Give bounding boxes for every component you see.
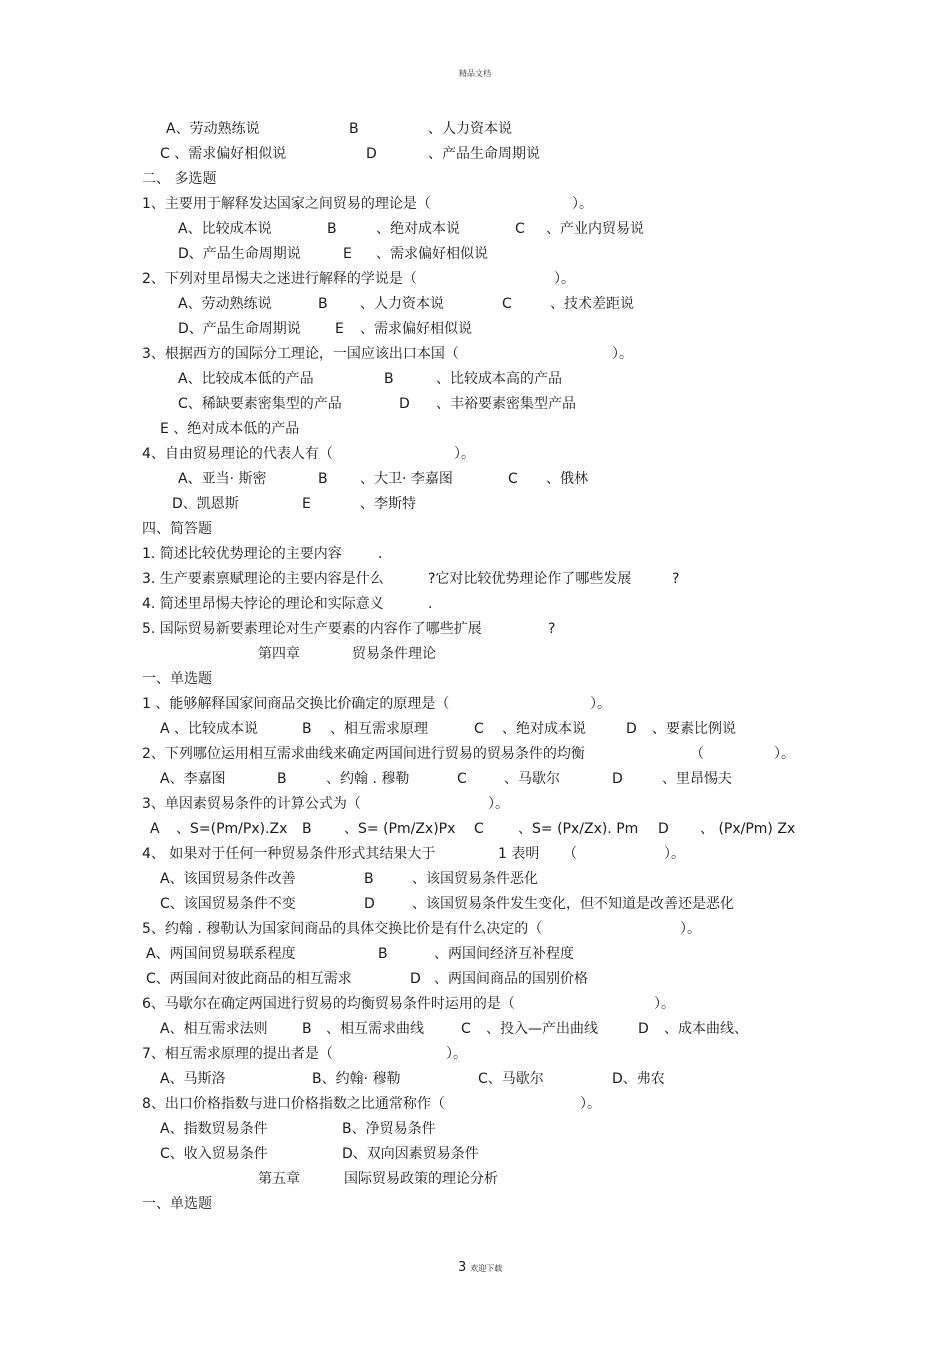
text-segment: 、需求偏好相似说 (376, 246, 488, 262)
text-segment: A、比较成本说 (178, 221, 272, 237)
text-segment: 、人力资本说 (360, 296, 444, 312)
text-segment: 一、单选题 (142, 1196, 212, 1212)
text-segment: E (302, 496, 311, 512)
text-segment: D (366, 146, 377, 162)
text-segment: A、马斯洛 (160, 1071, 226, 1087)
text-segment: A、比较成本低的产品 (178, 371, 314, 387)
footer-label: 欢迎下载 (470, 1264, 503, 1273)
text-segment: B、净贸易条件 (342, 1121, 436, 1137)
text-segment: 、该国贸易条件恶化 (412, 871, 538, 887)
page-number: 3 (458, 1260, 467, 1275)
text-segment: B (277, 771, 287, 787)
text-segment: A、指数贸易条件 (160, 1121, 268, 1137)
text-segment: 4. 简述里昂惕夫悖论的理论和实际意义 (142, 596, 384, 612)
text-segment: ）。 (488, 796, 509, 812)
text-segment: D (364, 896, 375, 912)
text-segment: 、绝对成本说 (376, 221, 460, 237)
text-segment: 、S=(Pm/Px).Zx (176, 821, 288, 837)
text-segment: 4、 如果对于任何一种贸易条件形式其结果大于 (142, 846, 436, 862)
text-segment: D、产品生命周期说 (178, 246, 301, 262)
text-segment: C、马歇尔 (478, 1071, 544, 1087)
text-segment: 、需求偏好相似说 (360, 321, 472, 337)
text-segment: 第四章 (258, 646, 300, 662)
text-segment: 2、下列对里昂惕夫之迷进行解释的学说是（ (142, 271, 417, 287)
text-segment: A、两国间贸易联系程度 (146, 946, 296, 962)
text-segment: 、相互需求原理 (330, 721, 428, 737)
text-segment: B (384, 371, 394, 387)
text-segment: ）。 (590, 696, 611, 712)
text-segment: 、约翰 . 穆勒 (326, 771, 410, 787)
text-segment: C (457, 771, 467, 787)
text-segment: B (364, 871, 374, 887)
text-segment: C (461, 1021, 471, 1037)
text-segment: ?它对比较优势理论作了哪些发展 (428, 571, 632, 587)
text-segment: ? (672, 571, 680, 587)
text-segment: 一、单选题 (142, 671, 212, 687)
text-segment: C、该国贸易条件不变 (160, 896, 296, 912)
text-segment: 、人力资本说 (428, 121, 512, 137)
text-segment: D (658, 821, 669, 837)
text-segment: A、相互需求法则 (160, 1021, 268, 1037)
text-segment: B、约翰· 穆勒 (312, 1071, 401, 1087)
text-segment: 4、自由贸易理论的代表人有（ (142, 446, 333, 462)
text-segment: D (612, 771, 623, 787)
text-segment: ）。 (446, 1046, 467, 1062)
text-segment: 贸易条件理论 (352, 646, 436, 662)
text-segment: C (515, 221, 525, 237)
text-segment: ）。 (572, 196, 593, 212)
text-segment: 、两国间经济互补程度 (434, 946, 574, 962)
text-segment: B (302, 1021, 312, 1037)
text-segment: B (318, 296, 328, 312)
page-footer (458, 1260, 502, 1275)
text-segment: A、劳动熟练说 (166, 121, 260, 137)
text-segment: A、李嘉图 (160, 771, 226, 787)
text-segment: ）。 (612, 346, 633, 362)
text-segment: 、俄林 (546, 471, 588, 487)
text-segment: 、李斯特 (360, 496, 416, 512)
text-segment: D、双向因素贸易条件 (342, 1146, 479, 1162)
text-segment: 1、主要用于解释发达国家之间贸易的理论是（ (142, 196, 431, 212)
text-segment: 3. 生产要素禀赋理论的主要内容是什么 (142, 571, 384, 587)
text-segment: D (410, 971, 421, 987)
text-segment: 、丰裕要素密集型产品 (436, 396, 576, 412)
text-segment: 、投入—产出曲线 (486, 1021, 598, 1037)
text-segment: C (474, 721, 484, 737)
text-segment: B (302, 821, 312, 837)
text-segment: A (150, 821, 160, 837)
text-segment: （ (563, 846, 577, 862)
text-segment: B (318, 471, 328, 487)
text-segment: E (343, 246, 352, 262)
text-segment: 3、根据西方的国际分工理论，一国应该出口本国（ (142, 346, 459, 362)
text-segment: ）。 (580, 1096, 601, 1112)
text-segment: D、弗农 (612, 1071, 665, 1087)
text-segment: 、相互需求曲线 (326, 1021, 424, 1037)
text-segment: 8、出口价格指数与进口价格指数之比通常称作（ (142, 1096, 445, 1112)
text-segment: ）。 (554, 271, 575, 287)
text-segment: 1 、能够解释国家间商品交换比价确定的原理是（ (142, 696, 450, 712)
text-segment: 7、相互需求原理的提出者是（ (142, 1046, 333, 1062)
text-segment: C (508, 471, 518, 487)
text-segment: C、稀缺要素密集型的产品 (178, 396, 342, 412)
text-segment: 、两国间商品的国别价格 (434, 971, 588, 987)
text-segment: B (378, 946, 388, 962)
text-segment: 、大卫· 李嘉图 (360, 471, 453, 487)
text-segment: ）。 (454, 446, 475, 462)
text-segment: 、S= (Pm/Zx)Px (344, 821, 456, 837)
text-segment: . (428, 596, 433, 612)
text-segment: 2、下列哪位运用相互需求曲线来确定两国间进行贸易的贸易条件的均衡 (142, 746, 585, 762)
text-segment: B (349, 121, 359, 137)
text-segment: 5. 国际贸易新要素理论对生产要素的内容作了哪些扩展 (142, 621, 482, 637)
text-segment: 、马歇尔 (504, 771, 560, 787)
text-segment: 、该国贸易条件发生变化，但不知道是改善还是恶化 (412, 896, 734, 912)
text-segment: 、产业内贸易说 (546, 221, 644, 237)
text-segment: 1 表明 (498, 846, 540, 862)
text-segment: 、成本曲线、 (664, 1021, 748, 1037)
text-segment: ）。 (654, 996, 675, 1012)
text-segment: E 、绝对成本低的产品 (160, 421, 300, 437)
text-segment: 、比较成本高的产品 (436, 371, 562, 387)
text-segment: E (335, 321, 344, 337)
text-segment: C、收入贸易条件 (160, 1146, 268, 1162)
text-segment: 5、约翰 . 穆勒认为国家间商品的具体交换比价是有什么决定的（ (142, 921, 543, 937)
text-segment: 、S= (Px/Zx). Pm (518, 821, 639, 837)
text-segment: A、亚当· 斯密 (178, 471, 267, 487)
text-segment: ? (548, 621, 556, 637)
text-segment: 、绝对成本说 (502, 721, 586, 737)
text-segment: C 、需求偏好相似说 (160, 146, 287, 162)
page-header: 精品文档 (459, 69, 491, 78)
text-segment: （ (690, 746, 704, 762)
text-segment: B (327, 221, 337, 237)
text-segment: ）。 (664, 846, 685, 862)
text-segment: 、技术差距说 (550, 296, 634, 312)
text-segment: D (638, 1021, 649, 1037)
text-segment: D (399, 396, 410, 412)
text-segment: D (626, 721, 637, 737)
text-segment: 四、简答题 (142, 521, 212, 537)
text-segment: 、 (Px/Pm) Zx (700, 821, 796, 837)
text-segment: 、要素比例说 (652, 721, 736, 737)
text-segment: 、产品生命周期说 (428, 146, 540, 162)
text-segment: D、凯恩斯 (172, 496, 239, 512)
text-segment: 第五章 (258, 1171, 300, 1187)
text-segment: B (302, 721, 312, 737)
text-segment: A、该国贸易条件改善 (160, 871, 296, 887)
text-segment: A、劳动熟练说 (178, 296, 272, 312)
text-segment: 1. 简述比较优势理论的主要内容 (142, 546, 342, 562)
text-segment: 国际贸易政策的理论分析 (344, 1171, 498, 1187)
text-segment: D、产品生命周期说 (178, 321, 301, 337)
text-segment: ）。 (774, 746, 795, 762)
text-segment: C、两国间对彼此商品的相互需求 (146, 971, 352, 987)
text-segment: 6、马歇尔在确定两国进行贸易的均衡贸易条件时运用的是（ (142, 996, 515, 1012)
text-segment: 、里昂惕夫 (662, 771, 732, 787)
text-segment: C (502, 296, 512, 312)
text-segment: . (378, 546, 383, 562)
text-segment: 3、单因素贸易条件的计算公式为（ (142, 796, 361, 812)
text-segment: C (474, 821, 484, 837)
text-segment: A 、比较成本说 (160, 721, 259, 737)
text-segment: 二、 多选题 (142, 171, 217, 187)
text-segment: ）。 (680, 921, 701, 937)
